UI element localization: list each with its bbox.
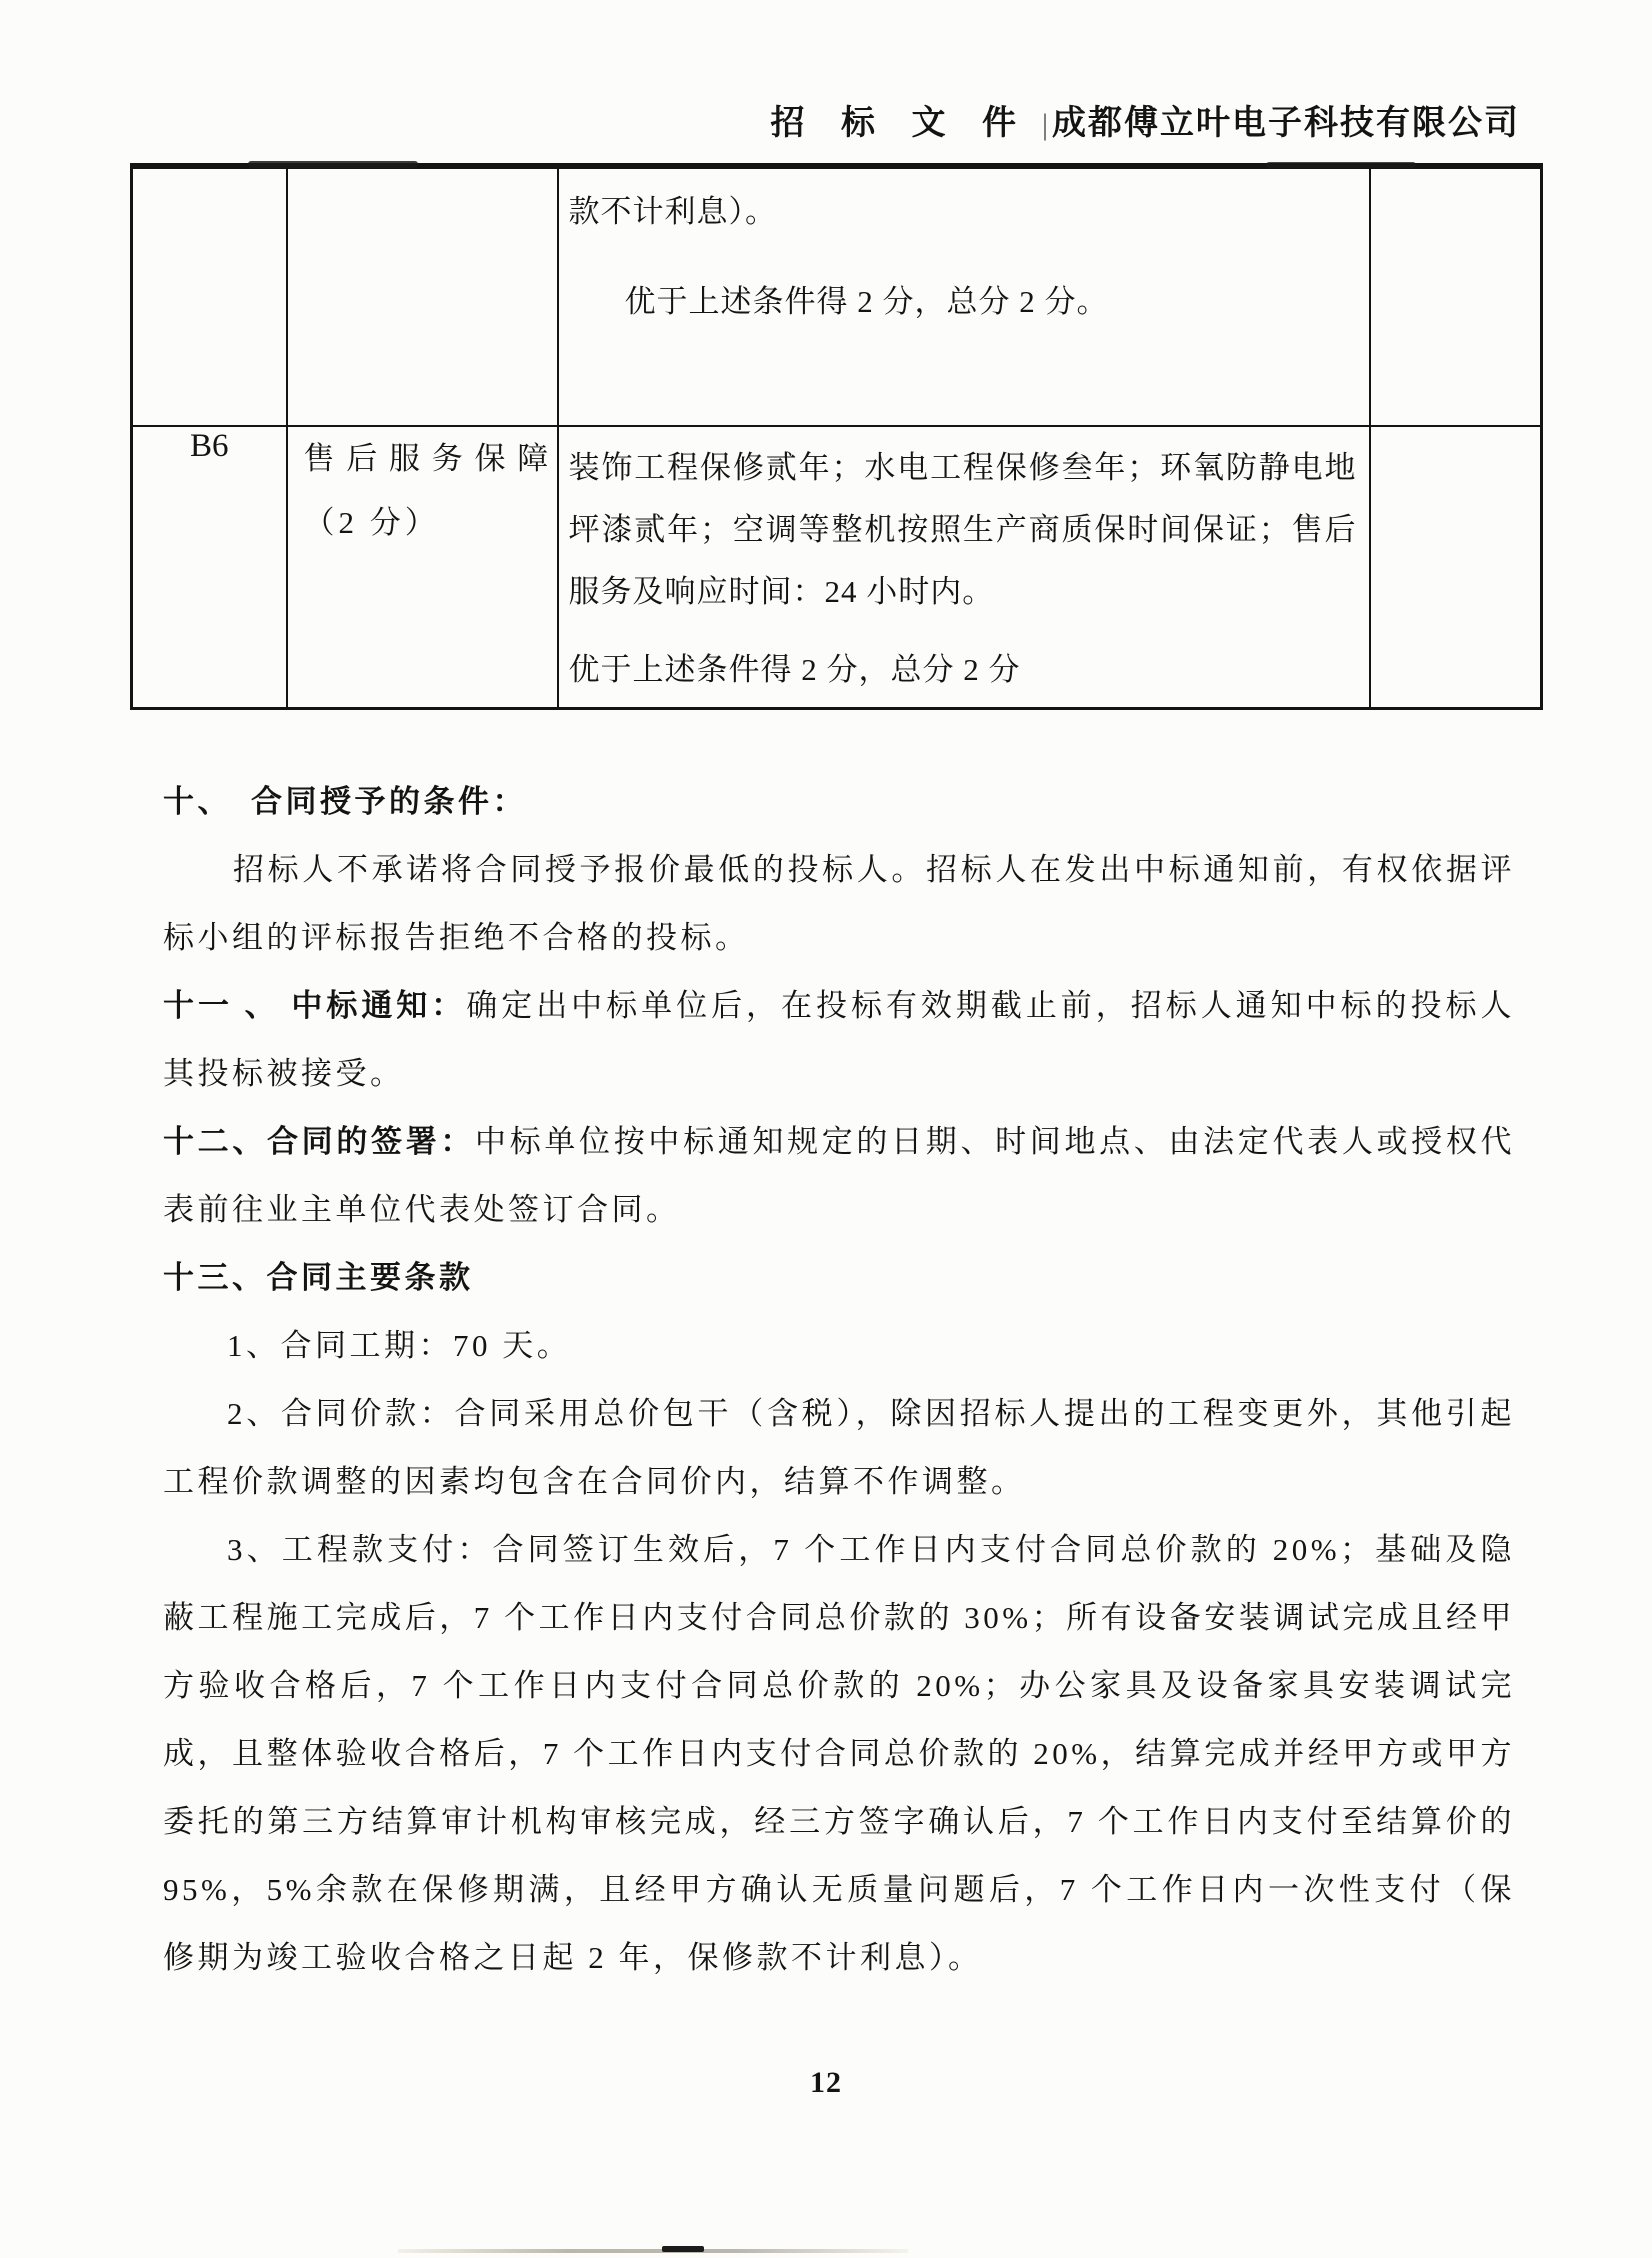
detail-line: 坪漆贰年；空调等整机按照生产商质保时间保证；售后 — [568, 512, 1357, 547]
cell-criterion — [287, 166, 558, 426]
section-12-paragraph — [163, 1108, 1515, 1244]
section-13-heading: 十三、合同主要条款 — [163, 1260, 474, 1295]
cell-detail — [558, 166, 1370, 426]
cell-score — [1370, 426, 1542, 709]
page-header — [770, 102, 1520, 147]
criterion-score-note: （2 分） — [303, 505, 440, 540]
scan-smudge — [248, 161, 418, 168]
cell-item-id — [132, 166, 287, 426]
header-doc-type: 招 标 文 件 — [770, 105, 1030, 142]
criterion-title: 售 后 服 务 保 障 — [303, 441, 551, 476]
detail-line: 服务及响应时间：24 小时内。 — [568, 574, 995, 609]
scan-artifact-streak — [398, 2249, 908, 2253]
header-separator: | — [1041, 108, 1048, 141]
detail-line: 优于上述条件得 2 分，总分 2 分。 — [624, 284, 1109, 319]
section-10-heading: 十、 合同授予的条件： — [163, 784, 527, 819]
evaluation-score-table — [130, 163, 1543, 710]
page-number: 12 — [810, 2066, 842, 2099]
clause-3-payment-terms: 3、工程款支付：合同签订生效后，7 个工作日内支付合同总价款的 20%；基础及隐蔽工程施工完成后，7 个工作日内支付合同总价款的 30%；所有设备安装调试完成且经甲方验收合格后，7 个工作日内支付合同总价款的 20%；办公家具及设备家具安装调试完成，且整体验收合格后，7 个工作日内支付合同总价款的 20%，结算完成并经甲方或甲方委托的第三方结算审计机构审核完成，经三方签字确认后，7 个工作日内支付至结算价的 95%，5%余款在保修期满，且经甲方确认无质量问题后，7 个工作日内一次性支付（保修期为竣工验收合格之日起 2 年，保修款不计利息）。 — [163, 1532, 1515, 1975]
section-11-lead: 十一 、 中标通知： — [163, 988, 467, 1023]
document-body — [163, 768, 1515, 1992]
table-row — [132, 166, 1542, 426]
section-11-paragraph — [163, 972, 1515, 1108]
cell-criterion — [287, 426, 558, 709]
clause-2-contract-price: 2、合同价款：合同采用总价包干（含税），除因招标人提出的工程变更外，其他引起工程价款调整的因素均包含在合同价内，结算不作调整。 — [163, 1396, 1515, 1499]
section-12-body: 中标单位按中标通知规定的日期、时间地点、由法定代表人或授权代表前往业主单位代表处签订合同。 — [163, 1124, 1516, 1227]
header-company-name: 成都傅立叶电子科技有限公司 — [1052, 105, 1520, 142]
cell-detail — [558, 426, 1370, 709]
detail-line: 装饰工程保修贰年；水电工程保修叁年；环氧防静电地 — [568, 450, 1357, 485]
detail-line: 优于上述条件得 2 分，总分 2 分 — [568, 652, 1021, 687]
cell-item-id: B6 — [132, 426, 287, 709]
scan-artifact-dash — [662, 2246, 704, 2252]
section-10-paragraph: 招标人不承诺将合同授予报价最低的投标人。招标人在发出中标通知前，有权依据评标小组的评标报告拒绝不合格的投标。 — [163, 852, 1515, 955]
cell-score — [1370, 166, 1542, 426]
clause-1-contract-duration: 1、合同工期：70 天。 — [227, 1328, 572, 1363]
section-12-lead: 十二、合同的签署： — [163, 1124, 476, 1159]
table-row — [132, 426, 1542, 709]
scan-smudge — [1266, 162, 1416, 168]
detail-line: 款不计利息）。 — [568, 194, 777, 229]
section-11-body: 确定出中标单位后，在投标有效期截止前，招标人通知中标的投标人其投标被接受。 — [163, 988, 1516, 1091]
